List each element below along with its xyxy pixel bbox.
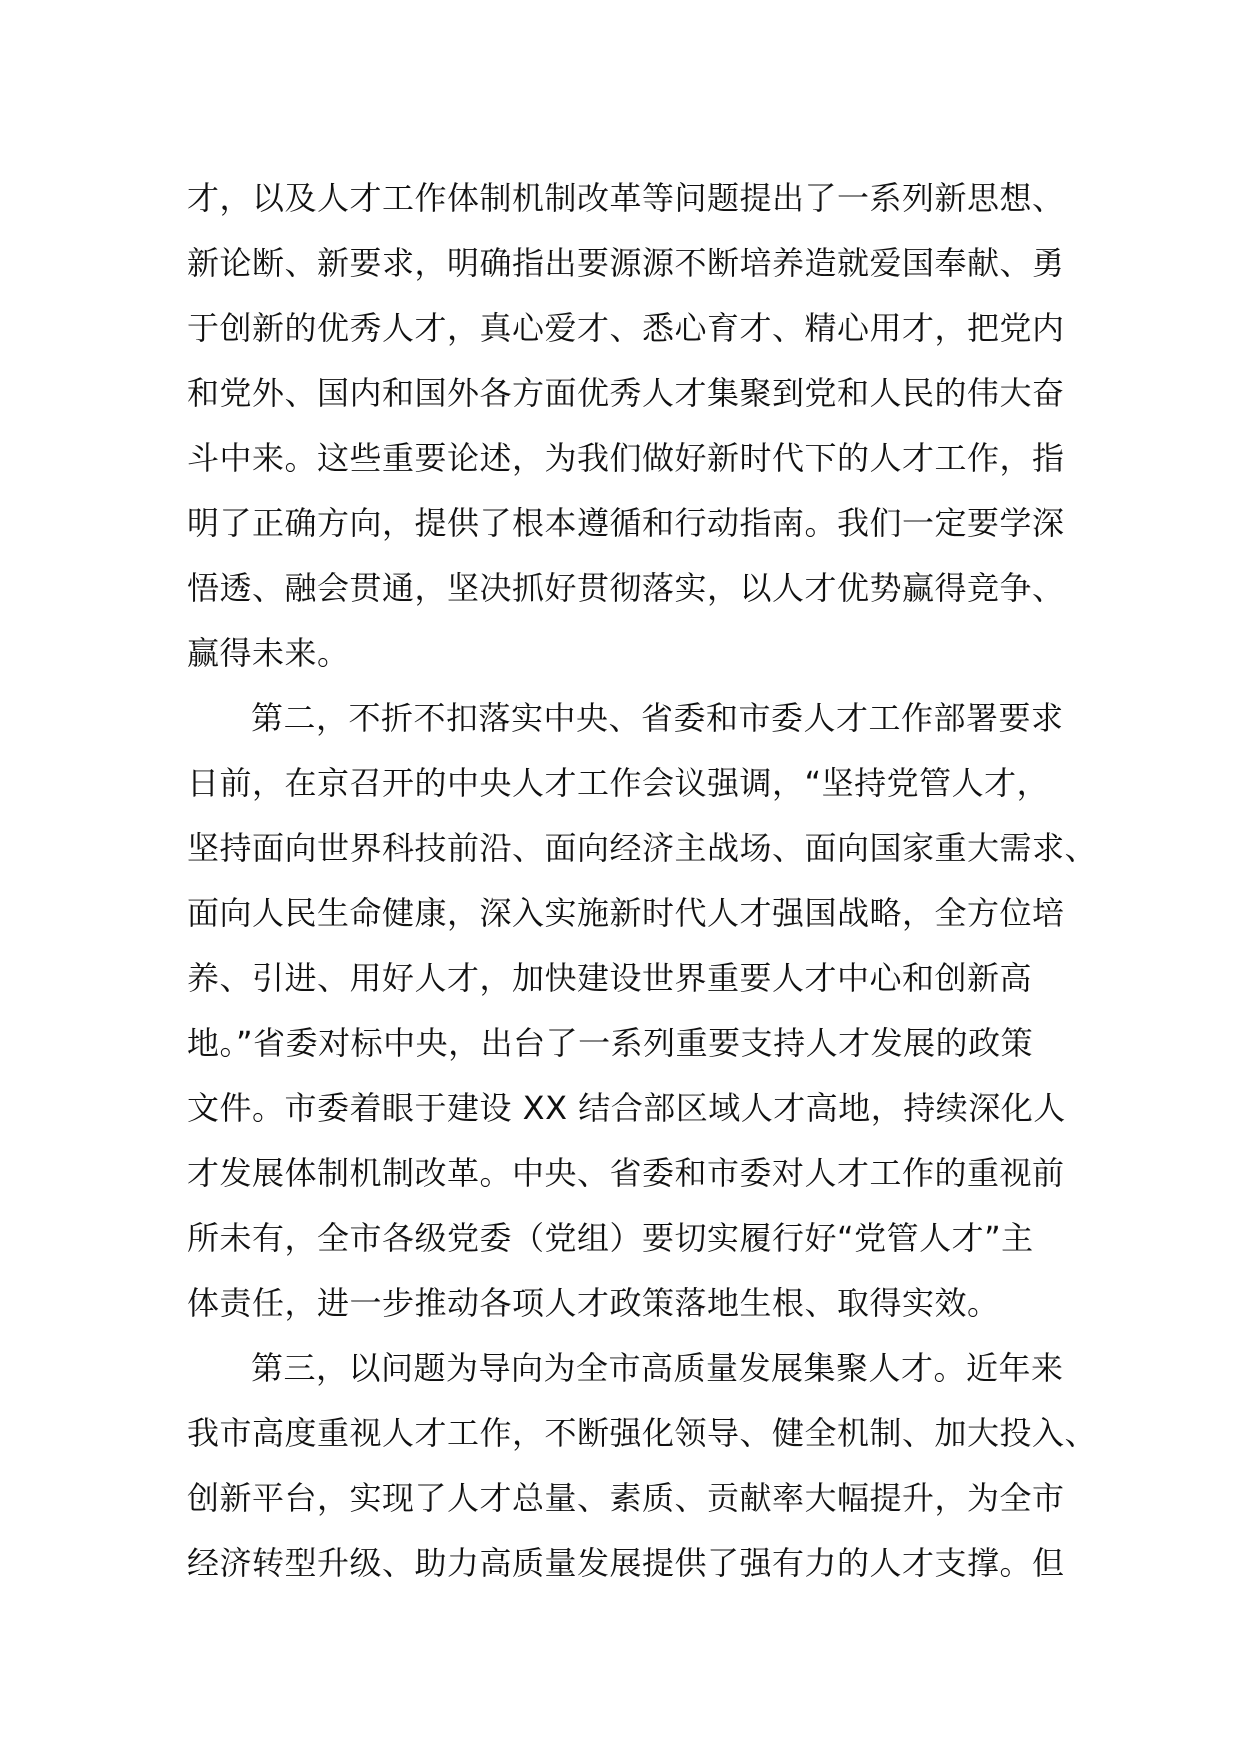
text-line-20: 我市高度重视人才工作，不断强化领导、健全机制、加大投入、	[187, 1414, 1098, 1452]
text-line-10: 日前，在京召开的中央人才工作会议强调，“坚持党管人才，	[187, 764, 1050, 802]
text-line-15: 文件。市委着眼于建设 XX 结合部区域人才高地，持续深化人	[187, 1089, 1066, 1127]
paragraph-heading-third: 第三，以问题为导向为全市高质量发展集聚人才。近年来	[251, 1349, 1064, 1387]
text-line-7: 悟透、融会贯通，坚决抓好贯彻落实，以人才优势赢得竞争、	[187, 569, 1065, 607]
text-line-12: 面向人民生命健康，深入实施新时代人才强国战略，全方位培	[187, 894, 1065, 932]
text-line-14: 地。”省委对标中央，出台了一系列重要支持人才发展的政策	[187, 1024, 1034, 1062]
text-line-13: 养、引进、用好人才，加快建设世界重要人才中心和创新高	[187, 959, 1033, 997]
text-line-3: 于创新的优秀人才，真心爱才、悉心育才、精心用才，把党内	[187, 309, 1065, 347]
paragraph-heading-second: 第二，不折不扣落实中央、省委和市委人才工作部署要求	[251, 699, 1064, 737]
text-line-17: 所未有，全市各级党委（党组）要切实履行好“党管人才”主	[187, 1219, 1034, 1257]
text-line-18: 体责任，进一步推动各项人才政策落地生根、取得实效。	[187, 1284, 1000, 1322]
body-text	[187, 166, 1098, 1596]
text-line-4: 和党外、国内和国外各方面优秀人才集聚到党和人民的伟大奋	[187, 374, 1065, 412]
text-line-2: 新论断、新要求，明确指出要源源不断培养造就爱国奉献、勇	[187, 244, 1065, 282]
text-line-8: 赢得未来。	[187, 634, 350, 672]
text-line-5: 斗中来。这些重要论述，为我们做好新时代下的人才工作，指	[187, 439, 1065, 477]
text-line-22: 经济转型升级、助力高质量发展提供了强有力的人才支撑。但	[187, 1544, 1065, 1582]
text-line-16: 才发展体制机制改革。中央、省委和市委对人才工作的重视前	[187, 1154, 1065, 1192]
text-line-11: 坚持面向世界科技前沿、面向经济主战场、面向国家重大需求、	[187, 829, 1098, 867]
text-line-6: 明了正确方向，提供了根本遵循和行动指南。我们一定要学深	[187, 504, 1065, 542]
text-line-1: 才，以及人才工作体制机制改革等问题提出了一系列新思想、	[187, 179, 1065, 217]
text-line-21: 创新平台，实现了人才总量、素质、贡献率大幅提升，为全市	[187, 1479, 1065, 1517]
